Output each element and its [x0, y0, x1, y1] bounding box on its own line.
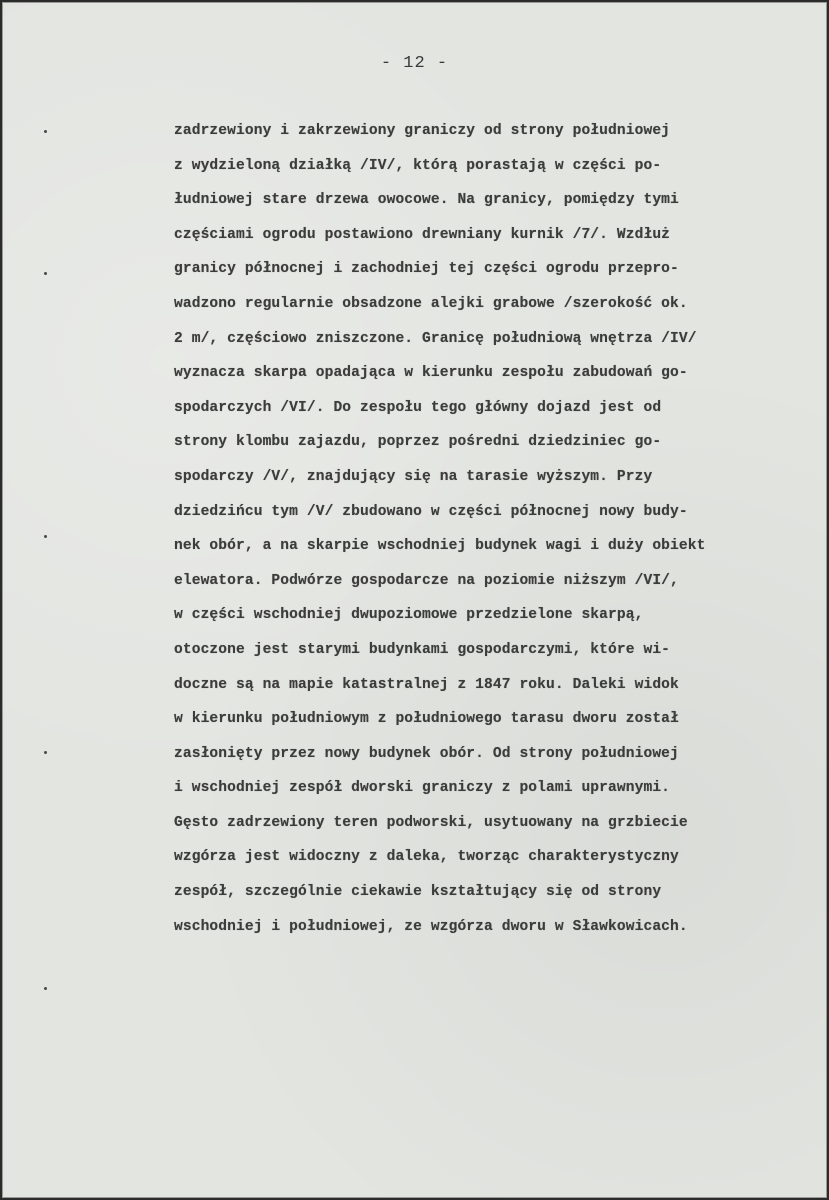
margin-dot: [44, 535, 47, 538]
margin-dot: [44, 272, 47, 275]
text-line: wschodniej i południowej, ze wzgórza dworu w Sławkowicach.: [174, 918, 688, 935]
text-line: wadzono regularnie obsadzone alejki grabowe /szerokość ok.: [174, 295, 688, 312]
text-line: dziedzińcu tym /V/ zbudowano w części północnej nowy budy-: [174, 503, 688, 520]
text-line: i wschodniej zespół dworski graniczy z polami uprawnymi.: [174, 780, 671, 797]
text-line: spodarczy /V/, znajdujący się na tarasie wyższym. Przy: [174, 468, 653, 485]
text-line: wyznacza skarpa opadająca w kierunku zespołu zabudowań go-: [174, 365, 688, 382]
text-line: otoczone jest starymi budynkami gospodarczymi, które wi-: [174, 641, 671, 658]
text-line: doczne są na mapie katastralnej z 1847 roku. Daleki widok: [174, 676, 679, 693]
text-line: Gęsto zadrzewiony teren podworski, usytuowany na grzbiecie: [174, 814, 688, 831]
text-line: spodarczych /VI/. Do zespołu tego główny dojazd jest od: [174, 399, 662, 416]
page-number: - 12 -: [380, 54, 449, 73]
margin-dot: [44, 987, 47, 990]
text-line: w kierunku południowym z południowego tarasu dworu został: [174, 711, 679, 728]
text-line: z wydzieloną działką /IV/, którą porastają w części po-: [174, 157, 662, 174]
text-line: strony klombu zajazdu, poprzez pośredni dziedziniec go-: [174, 434, 662, 451]
margin-dot: [44, 751, 47, 754]
text-line: elewatora. Podwórze gospodarcze na poziomie niższym /VI/,: [174, 572, 679, 589]
text-line: nek obór, a na skarpie wschodniej budynek wagi i duży obiekt: [174, 538, 706, 555]
text-line: częściami ogrodu postawiono drewniany kurnik /7/. Wzdłuż: [174, 226, 671, 243]
text-line: granicy północnej i zachodniej tej części ogrodu przepro-: [174, 261, 679, 278]
text-line: zasłonięty przez nowy budynek obór. Od strony południowej: [174, 745, 679, 762]
text-line: zadrzewiony i zakrzewiony graniczy od strony południowej: [174, 123, 671, 139]
text-line: 2 m/, częściowo zniszczone. Granicę południową wnętrza /IV/: [174, 330, 697, 347]
text-line: zespół, szczególnie ciekawie kształtujący się od strony: [174, 884, 662, 901]
margin-dot: [44, 130, 47, 133]
text-line: łudniowej stare drzewa owocowe. Na granicy, pomiędzy tymi: [174, 192, 679, 209]
body-text: [174, 114, 814, 944]
text-line: wzgórza jest widoczny z daleka, tworząc charakterystyczny: [174, 849, 679, 866]
text-line: w części wschodniej dwupoziomowe przedzielone skarpą,: [174, 607, 644, 624]
